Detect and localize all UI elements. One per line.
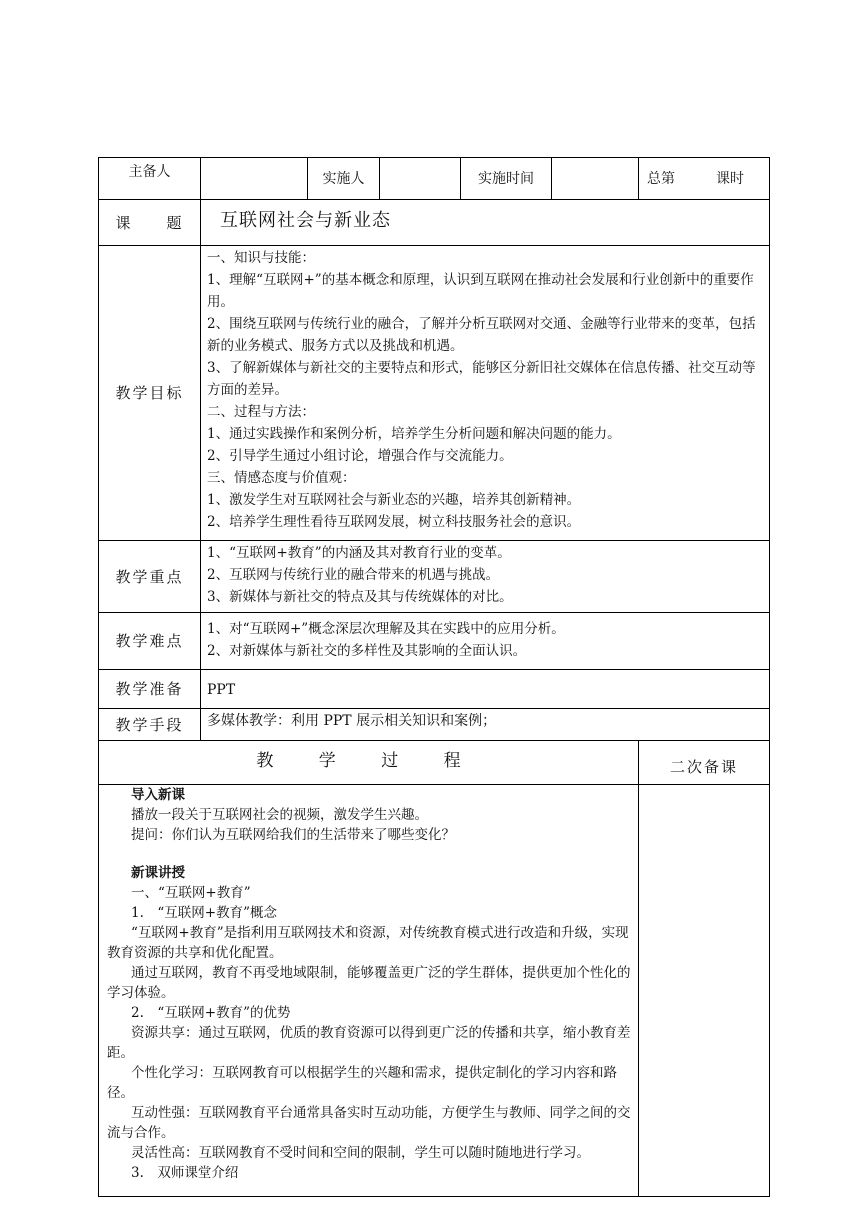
objective-line: 2、围绕互联网与传统行业的融合，了解并分析互联网对交通、金融等行业带来的变革，包括新的业务模式、服务方式以及挑战和机遇。: [207, 316, 756, 354]
key-point-line: 1、“互联网+教育”的内涵及其对教育行业的变革。: [207, 545, 511, 561]
lesson-line: 一、“互联网+教育”: [131, 885, 251, 901]
lesson-line: “互联网+教育”是指利用互联网技术和资源，对传统教育模式进行改造和升级，实现教育资源的共享和优化配置。: [107, 925, 629, 961]
lesson-total-label: 总第: [647, 171, 675, 187]
objective-line: 1、理解“互联网+”的基本概念和原理，认识到互联网在推动社会发展和行业创新中的重要作用。: [207, 272, 754, 310]
spacer: [107, 845, 633, 863]
difficulties-content: [207, 618, 765, 668]
objective-line: 1、激发学生对互联网社会与新业态的兴趣，培养其创新精神。: [207, 492, 581, 508]
preparer-label: 主备人: [128, 164, 171, 180]
lesson-unit-label: 课时: [716, 171, 744, 187]
topic-value: 互联网社会与新业态: [220, 210, 391, 231]
lesson-line: 2. “互联网+教育”的优势: [131, 1005, 291, 1021]
process-content: [107, 785, 633, 1190]
means-value: 多媒体教学：利用 PPT 展示相关知识和案例；: [207, 713, 497, 729]
objective-line: 二、过程与方法：: [207, 404, 315, 420]
key-point-line: 2、互联网与传统行业的融合带来的机遇与挑战。: [207, 567, 500, 583]
row-divider: [98, 740, 770, 741]
intro-line: 播放一段关于互联网社会的视频，激发学生兴趣。: [131, 807, 428, 823]
objective-line: 三、情感态度与价值观：: [207, 470, 356, 486]
objective-line: 1、通过实践操作和案例分析，培养学生分析问题和解决问题的能力。: [207, 426, 621, 442]
second-prep-area[interactable]: [639, 785, 769, 1195]
objective-line: 3、了解新媒体与新社交的主要特点和形式，能够区分新旧社交媒体在信息传播、社交互动等方面的差异。: [207, 360, 756, 398]
time-label: 实施时间: [478, 170, 534, 187]
table-border-bottom: [98, 1196, 770, 1197]
difficulty-line: 2、对新媒体与新社交的多样性及其影响的全面认识。: [207, 643, 527, 659]
lesson-line: 通过互联网，教育不再受地域限制，能够覆盖更广泛的学生群体，提供更加个性化的学习体验。: [107, 965, 631, 1001]
means-label: 教学手段: [115, 715, 184, 734]
objectives-label: 教学目标: [115, 384, 184, 402]
new-lesson-title: 新课讲授: [131, 865, 185, 881]
process-heading: 教 学 过 程: [256, 751, 481, 771]
lesson-line: 个性化学习：互联网教育可以根据学生的兴趣和需求，提供定制化的学习内容和路径。: [107, 1065, 617, 1101]
key-points-content: [207, 542, 765, 611]
lesson-plan-table: [98, 157, 770, 1197]
difficulties-label: 教学难点: [115, 632, 184, 650]
intro-title: 导入新课: [131, 787, 185, 803]
objective-line: 一、知识与技能：: [207, 250, 315, 266]
lesson-line: 互动性强：互联网教育平台通常具备实时互动功能，方便学生与教师、同学之间的交流与合作。: [107, 1105, 631, 1141]
lesson-line: 资源共享：通过互联网，优质的教育资源可以得到更广泛的传播和共享，缩小教育差距。: [107, 1025, 631, 1061]
objective-line: 2、引导学生通过小组讨论，增强合作与交流能力。: [207, 448, 513, 464]
time-value[interactable]: [552, 158, 638, 199]
intro-line: 提问：你们认为互联网给我们的生活带来了哪些变化？: [131, 827, 455, 843]
lesson-line: 灵活性高：互联网教育不受时间和空间的限制，学生可以随时随地进行学习。: [131, 1145, 590, 1161]
column-divider: [638, 157, 639, 199]
difficulty-line: 1、对“互联网+”概念深层次理解及其在实践中的应用分析。: [207, 621, 565, 637]
preparation-label: 教学准备: [115, 680, 184, 698]
implementer-value[interactable]: [380, 158, 460, 199]
implementer-label: 实施人: [322, 170, 365, 187]
preparer-value[interactable]: [201, 158, 307, 199]
objective-line: 2、培养学生理性看待互联网发展，树立科技服务社会的意识。: [207, 514, 581, 530]
preparation-value: PPT: [207, 682, 236, 698]
topic-label: 课 题: [115, 213, 184, 232]
key-points-label: 教学重点: [115, 567, 184, 586]
objectives-content: [207, 247, 765, 539]
column-divider: [200, 157, 201, 740]
table-border-right: [769, 157, 770, 1197]
lesson-line: 3. 双师课堂介绍: [131, 1165, 239, 1181]
lesson-line: 1. “互联网+教育”概念: [131, 905, 277, 921]
second-prep-heading: 二次备课: [669, 758, 738, 776]
key-point-line: 3、新媒体与新社交的特点及其与传统媒体的对比。: [207, 589, 513, 605]
